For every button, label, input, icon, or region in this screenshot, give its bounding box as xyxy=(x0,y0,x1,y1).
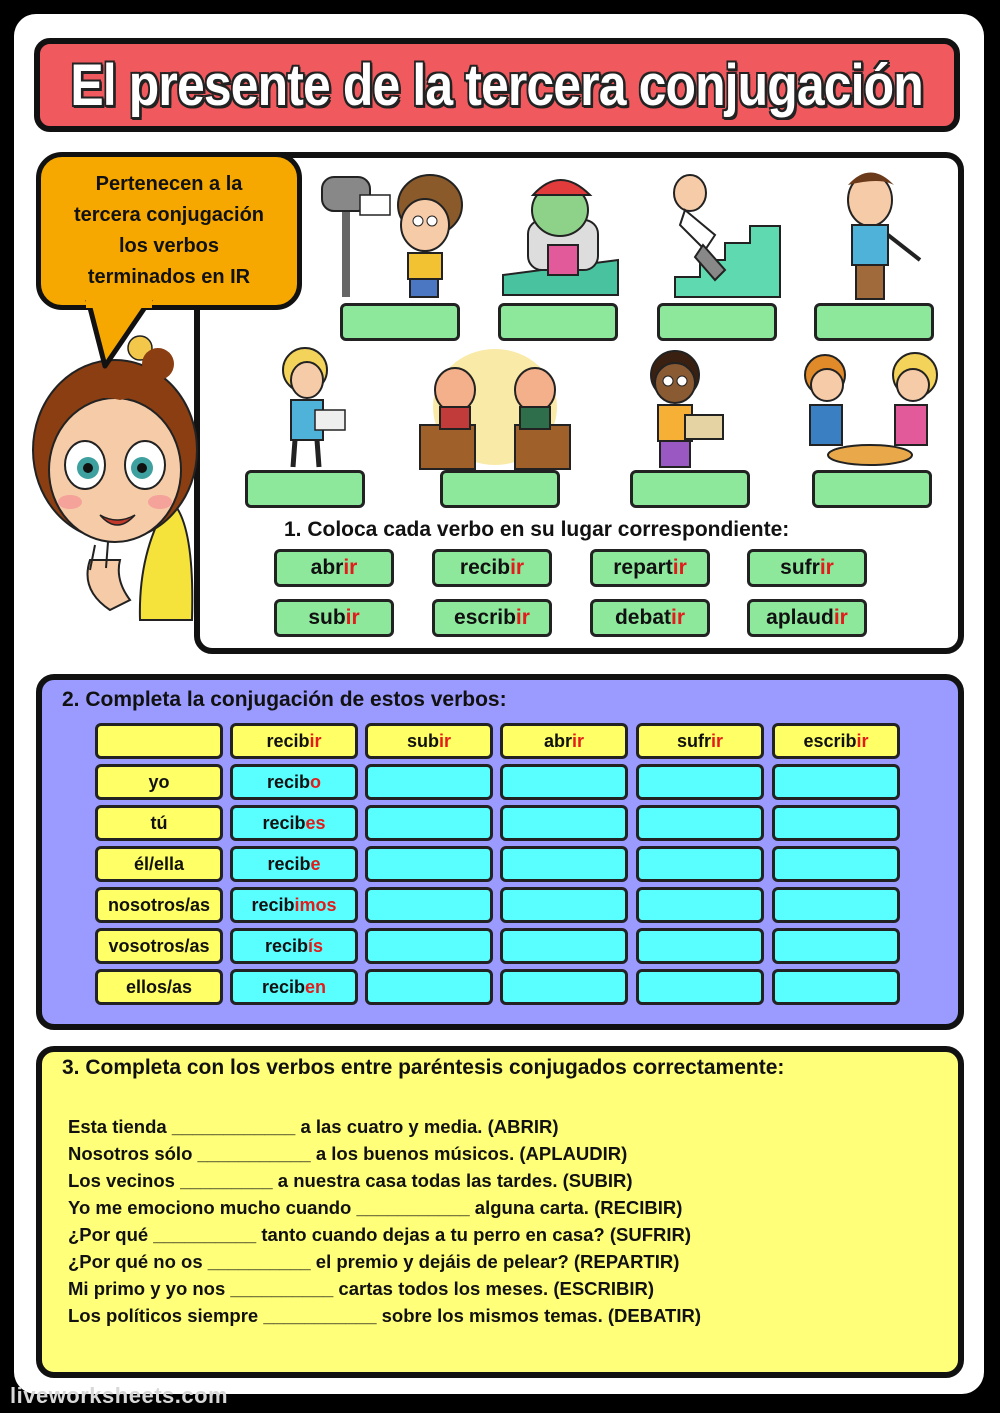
table-answer-cell[interactable] xyxy=(772,928,900,964)
sick-man-picture xyxy=(498,165,623,300)
mailbox-kid-picture xyxy=(320,165,485,300)
sentence-4[interactable]: Yo me emociono mucho cuando ___________ alguna carta. (RECIBIR) xyxy=(68,1197,683,1218)
verb-chip-abrir[interactable]: abrir xyxy=(274,549,394,587)
sentence-8[interactable]: Los políticos siempre ___________ sobre los mismos temas. (DEBATIR) xyxy=(68,1305,702,1326)
table-answer-cell[interactable] xyxy=(500,928,628,964)
table-answer-cell[interactable] xyxy=(365,846,493,882)
table-example-cell: recibimos xyxy=(230,887,358,923)
verb-chip-sufrir[interactable]: sufrir xyxy=(747,549,867,587)
table-header-sufrir: sufrir xyxy=(636,723,764,759)
table-answer-cell[interactable] xyxy=(636,887,764,923)
woman-writing-picture xyxy=(255,345,365,470)
sentence-7[interactable]: Mi primo y yo nos __________ cartas todos los meses. (ESCRIBIR) xyxy=(68,1278,655,1299)
sentence-1[interactable]: Esta tienda ____________ a las cuatro y media. (ABRIR) xyxy=(68,1116,559,1137)
table-answer-cell[interactable] xyxy=(365,805,493,841)
bubble-text: Pertenecen a la tercera conjugación los verbos terminados en IR xyxy=(73,173,265,288)
section2-instruction: 2. Completa la conjugación de estos verbos: xyxy=(62,688,507,711)
section1-instruction: 1. Coloca cada verbo en su lugar correspondiente: xyxy=(284,518,790,541)
answer-slot-5[interactable] xyxy=(245,470,365,508)
girl-illustration xyxy=(20,330,210,630)
pointing-man-picture xyxy=(810,165,940,300)
answer-slot-3[interactable] xyxy=(657,303,777,341)
table-answer-cell[interactable] xyxy=(772,887,900,923)
pizza-sharing-picture xyxy=(785,350,945,470)
table-answer-cell[interactable] xyxy=(772,764,900,800)
table-pronoun-cell: él/ella xyxy=(95,846,223,882)
table-answer-cell[interactable] xyxy=(365,887,493,923)
kid-box-picture xyxy=(630,345,730,470)
table-example-cell: recibís xyxy=(230,928,358,964)
table-answer-cell[interactable] xyxy=(636,805,764,841)
table-answer-cell[interactable] xyxy=(772,969,900,1005)
table-header-recibir: recibir xyxy=(230,723,358,759)
table-answer-cell[interactable] xyxy=(636,764,764,800)
table-pronoun-cell: ellos/as xyxy=(95,969,223,1005)
table-answer-cell[interactable] xyxy=(500,846,628,882)
bubble-tail xyxy=(80,300,170,370)
table-pronoun-cell: tú xyxy=(95,805,223,841)
sentence-list xyxy=(68,1113,701,1329)
table-example-cell: reciben xyxy=(230,969,358,1005)
table-example-cell: recibo xyxy=(230,764,358,800)
debate-picture xyxy=(415,345,575,470)
answer-slot-6[interactable] xyxy=(440,470,560,508)
table-corner-cell xyxy=(95,723,223,759)
table-answer-cell[interactable] xyxy=(500,805,628,841)
verb-chip-repartir[interactable]: repartir xyxy=(590,549,710,587)
table-pronoun-cell: nosotros/as xyxy=(95,887,223,923)
table-answer-cell[interactable] xyxy=(500,969,628,1005)
table-header-subir: subir xyxy=(365,723,493,759)
table-answer-cell[interactable] xyxy=(500,887,628,923)
sentence-5[interactable]: ¿Por qué __________ tanto cuando dejas a tu perro en casa? (SUFRIR) xyxy=(68,1224,692,1245)
table-answer-cell[interactable] xyxy=(772,846,900,882)
answer-slot-8[interactable] xyxy=(812,470,932,508)
table-answer-cell[interactable] xyxy=(365,969,493,1005)
verb-chip-escribir[interactable]: escribir xyxy=(432,599,552,637)
table-example-cell: recibes xyxy=(230,805,358,841)
verb-chip-subir[interactable]: subir xyxy=(274,599,394,637)
answer-slot-7[interactable] xyxy=(630,470,750,508)
table-header-escribir: escribir xyxy=(772,723,900,759)
sentence-6[interactable]: ¿Por qué no os __________ el premio y dejáis de pelear? (REPARTIR) xyxy=(68,1251,680,1272)
table-answer-cell[interactable] xyxy=(772,805,900,841)
answer-slot-4[interactable] xyxy=(814,303,934,341)
speech-bubble xyxy=(36,152,302,310)
verb-chip-debatir[interactable]: debatir xyxy=(590,599,710,637)
stairs-man-picture xyxy=(645,165,785,300)
table-answer-cell[interactable] xyxy=(365,928,493,964)
watermark: liveworksheets.com xyxy=(10,1383,229,1408)
table-example-cell: recibe xyxy=(230,846,358,882)
table-answer-cell[interactable] xyxy=(636,969,764,1005)
table-answer-cell[interactable] xyxy=(365,764,493,800)
sentence-2[interactable]: Nosotros sólo ___________ a los buenos músicos. (APLAUDIR) xyxy=(68,1143,628,1164)
section3-instruction: 3. Completa con los verbos entre paréntesis conjugados correctamente: xyxy=(62,1056,785,1079)
table-header-abrir: abrir xyxy=(500,723,628,759)
verb-chip-recibir[interactable]: recibir xyxy=(432,549,552,587)
table-pronoun-cell: vosotros/as xyxy=(95,928,223,964)
verb-chip-aplaudir[interactable]: aplaudir xyxy=(747,599,867,637)
page-title: El presente de la tercera conjugación xyxy=(70,52,924,118)
sentence-3[interactable]: Los vecinos _________ a nuestra casa todas las tardes. (SUBIR) xyxy=(68,1170,633,1191)
title-banner xyxy=(34,38,960,132)
table-answer-cell[interactable] xyxy=(636,846,764,882)
table-answer-cell[interactable] xyxy=(636,928,764,964)
table-pronoun-cell: yo xyxy=(95,764,223,800)
answer-slot-1[interactable] xyxy=(340,303,460,341)
answer-slot-2[interactable] xyxy=(498,303,618,341)
table-answer-cell[interactable] xyxy=(500,764,628,800)
